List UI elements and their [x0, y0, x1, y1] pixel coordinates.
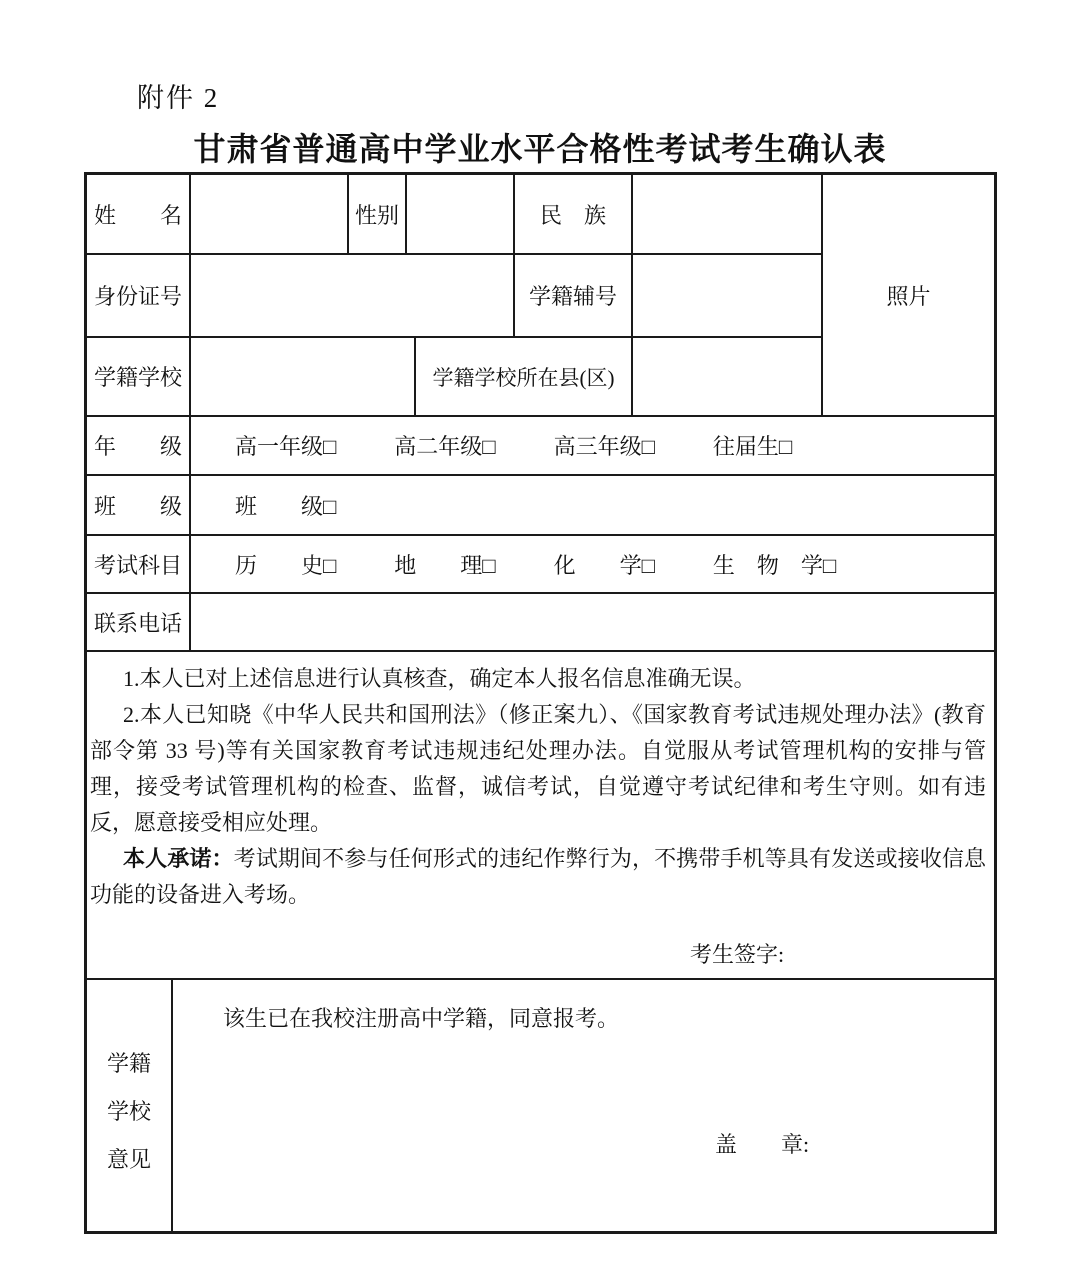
student-aux-value-cell [633, 255, 821, 336]
opinion-statement: 该生已在我校注册高中学籍，同意报考。 [223, 1006, 620, 1031]
opinion-body-cell [173, 980, 994, 1231]
opinion-label-line-3: 意见 [106, 1146, 151, 1172]
row-grade [87, 417, 994, 476]
declaration-item-1: 1.本人已对上述信息进行认真核查，确定本人报名信息准确无误。 [123, 666, 756, 691]
attachment-label: 附件 2 [137, 83, 220, 113]
row-phone [87, 594, 994, 652]
name-value-cell [191, 175, 349, 253]
grade-options-cell [191, 417, 994, 474]
ethnicity-value-cell [633, 175, 821, 253]
grade-option-1: 高一年级□ [235, 434, 337, 459]
subject-options-cell [191, 536, 994, 592]
subject-option-chemistry: 化 学□ [553, 552, 655, 578]
row-school [87, 338, 821, 415]
form-table [84, 172, 997, 1234]
class-label-cell: 班 级 [87, 476, 191, 534]
candidate-signature-label: 考生签字: [690, 942, 785, 967]
row-subjects [87, 536, 994, 594]
ethnicity-label-cell: 民 族 [515, 175, 633, 253]
declaration-promise [90, 841, 986, 913]
grade-option-4: 往届生□ [712, 434, 793, 459]
row-class [87, 476, 994, 536]
phone-value-cell [191, 594, 994, 650]
subject-option-geography: 地 理□ [394, 552, 496, 578]
top-left-grid [87, 175, 823, 415]
subject-option-biology: 生 物 学□ [712, 552, 837, 578]
gender-value-cell [407, 175, 515, 253]
class-option-cell [191, 476, 994, 534]
school-county-value-cell [633, 338, 821, 415]
school-label-cell: 学籍学校 [87, 338, 191, 415]
row-school-opinion [87, 980, 994, 1231]
declaration-item-2: 2.本人已知晓《中华人民共和国刑法》（修正案九）、《国家教育考试违规处理办法》(教育部令第 33 号)等有关国家教育考试违规违纪处理办法。自觉服从考试管理机构的安排与管理，接受考试管理机构的检查、监督，诚信考试，自觉遵守考试纪律和考生守则。如有违反，愿意接受相应处理。 [90, 702, 986, 835]
id-number-value-cell [191, 255, 515, 336]
school-county-label-cell: 学籍学校所在县(区) [416, 338, 633, 415]
promise-text: 考试期间不参与任何形式的违纪作弊行为，不携带手机等具有发送或接收信息功能的设备进入考场。 [90, 846, 986, 907]
phone-label-cell: 联系电话 [87, 594, 191, 650]
opinion-label-line-1: 学籍 [106, 1050, 151, 1076]
row-id-number [87, 255, 821, 338]
subject-option-history: 历 史□ [235, 552, 337, 578]
school-value-cell [191, 338, 416, 415]
class-option: 班 级□ [235, 493, 337, 519]
grade-label-cell: 年 级 [87, 417, 191, 474]
declaration-cell [87, 652, 994, 980]
photo-cell: 照片 [886, 283, 931, 309]
opinion-label-line-2: 学校 [106, 1098, 151, 1124]
row-name-gender-ethnicity [87, 175, 821, 255]
opinion-label-cell [87, 980, 173, 1231]
student-aux-label-cell: 学籍辅号 [515, 255, 633, 336]
gender-label-cell: 性别 [349, 175, 407, 253]
id-number-label-cell: 身份证号 [87, 255, 191, 336]
seal-label: 盖 章: [715, 1132, 810, 1157]
top-block [87, 175, 994, 417]
name-label-cell: 姓 名 [87, 175, 191, 253]
grade-option-2: 高二年级□ [394, 434, 496, 459]
page-title: 甘肃省普通高中学业水平合格性考试考生确认表 [193, 131, 887, 167]
subjects-label-cell: 考试科目 [87, 536, 191, 592]
grade-option-3: 高三年级□ [553, 434, 655, 459]
promise-label: 本人承诺： [123, 846, 234, 871]
